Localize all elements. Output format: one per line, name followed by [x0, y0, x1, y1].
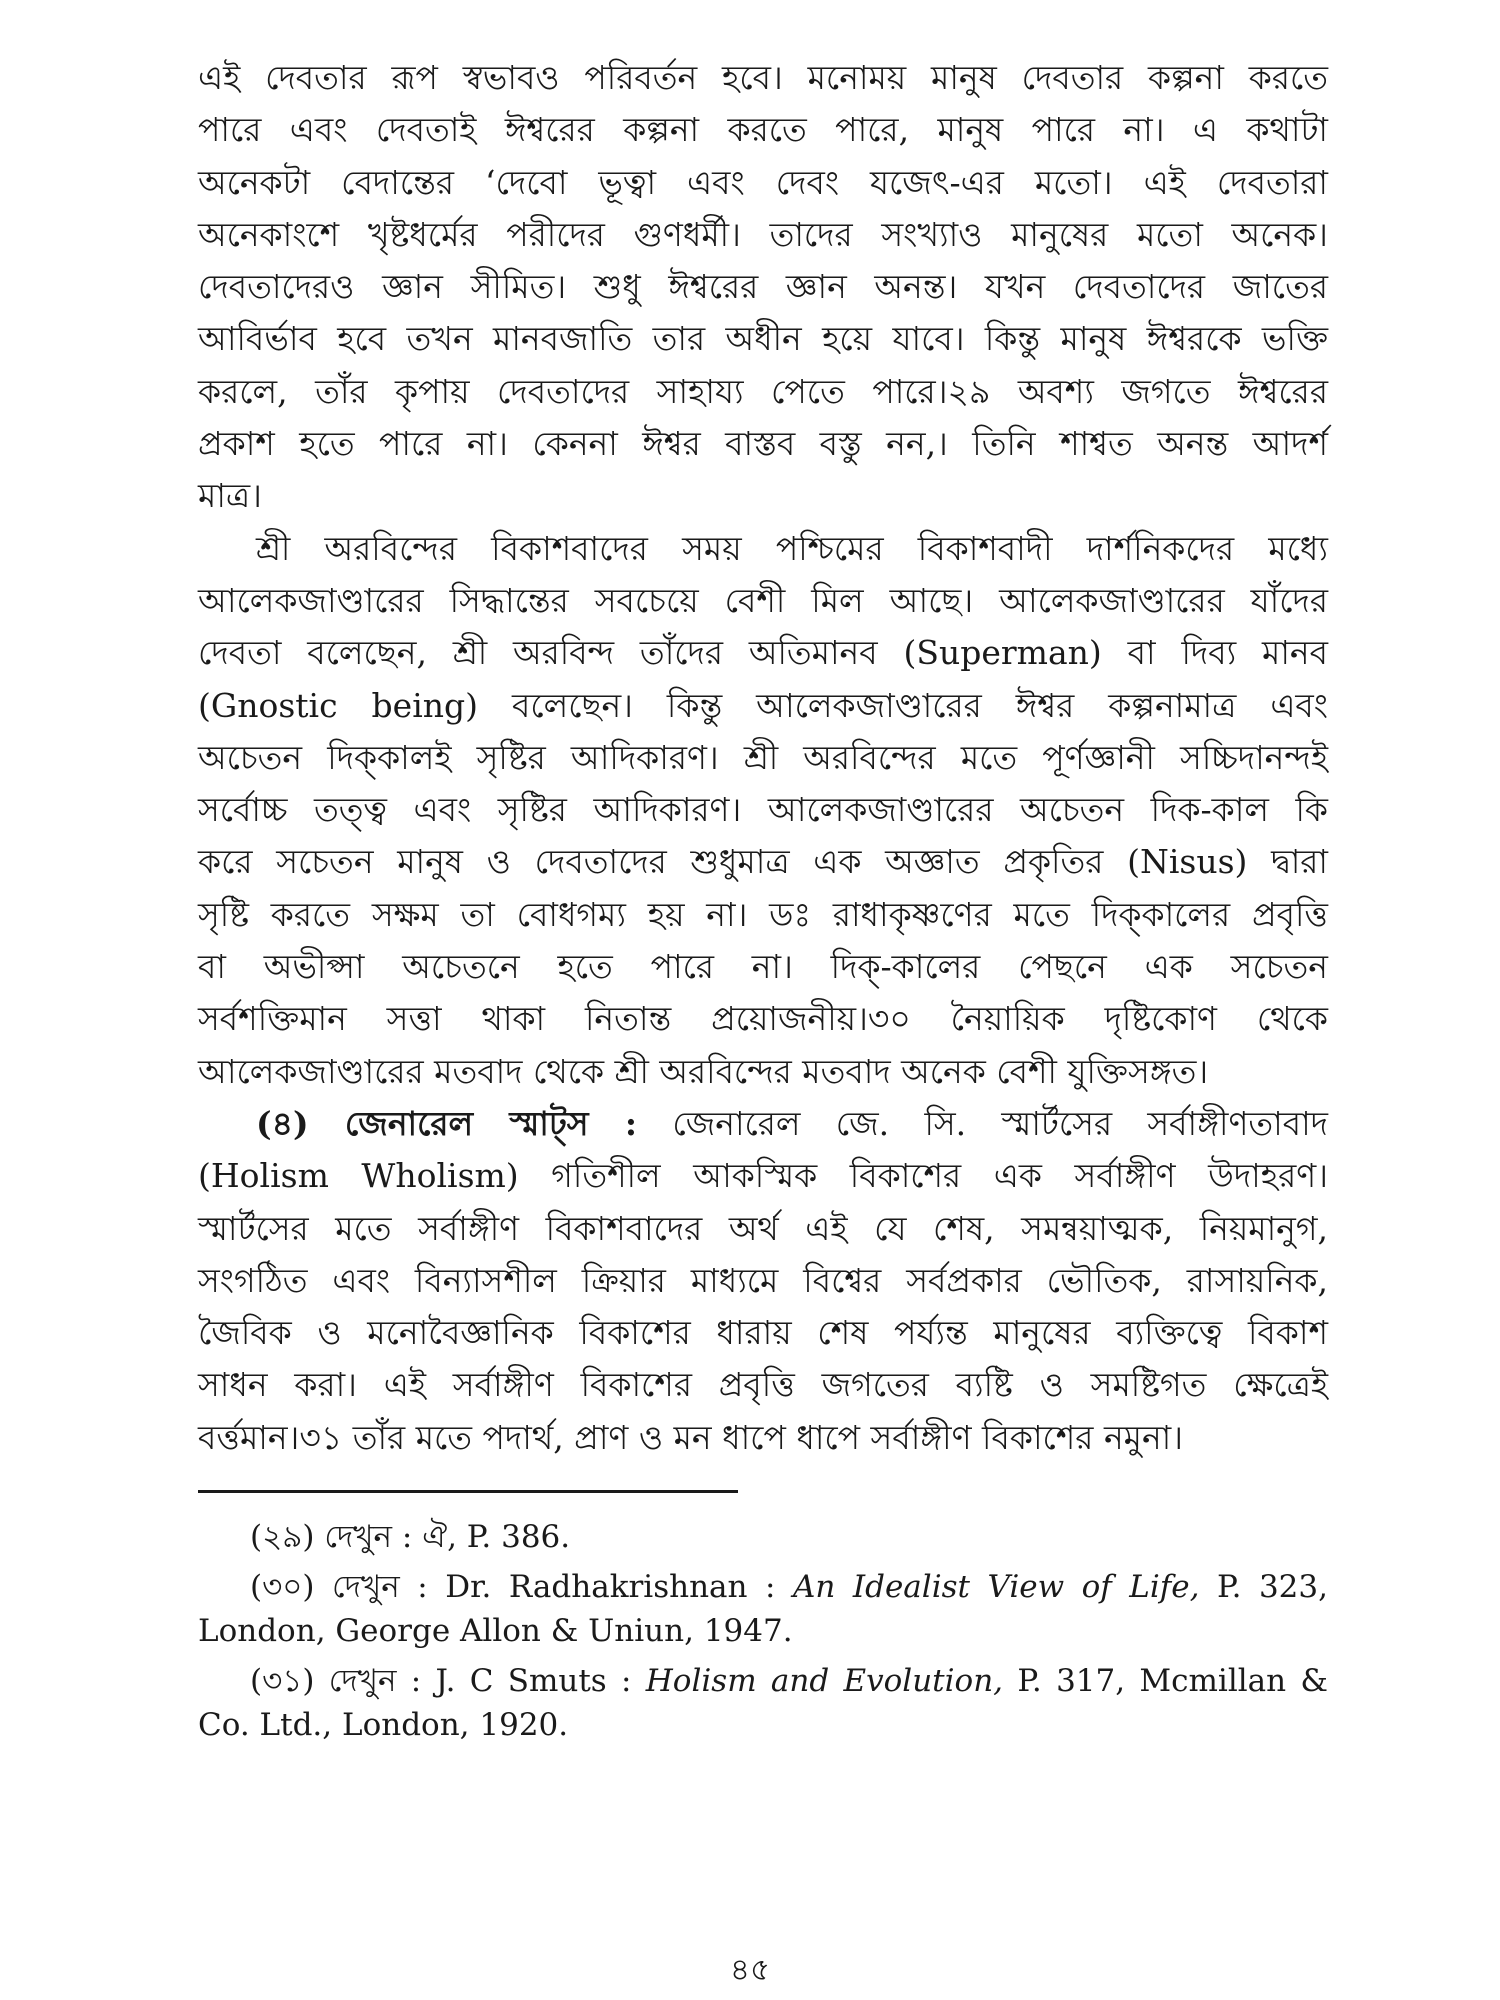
footnote-31-continuation: Co. Ltd., London, 1920. [198, 1707, 569, 1744]
text-line: পারে এবং দেবতাই ঈশ্বরের কল্পনা করতে পারে, মানুষ পারে না। এ কথাটা [198, 110, 1328, 150]
footnote-text: (৩১) দেখুন : J. C Smuts : [250, 1663, 646, 1700]
text-line: স্মার্টসের মতে সর্বাঙ্গীণ বিকাশবাদের অর্থ এই যে শেষ, সমন্বয়াত্মক, নিয়মানুগ, [198, 1208, 1328, 1248]
document-page [198, 52, 1328, 1747]
text-line: প্রকাশ হতে পারে না। কেননা ঈশ্বর বাস্তব বস্তু নন,। তিনি শাশ্বত অনন্ত আদর্শ [198, 424, 1328, 464]
page-number: ৪৫ [729, 1952, 771, 1988]
book-title: An Idealist View of Life, [792, 1569, 1200, 1606]
paragraph-2 [198, 523, 1328, 1098]
footnote-text: (৩০) দেখুন : Dr. Radhakrishnan : [250, 1569, 793, 1606]
text-run: জেনারেল জে. সি. স্মার্টসের সর্বাঙ্গীণতাবাদ [637, 1103, 1328, 1143]
text-line: মাত্র। [198, 476, 262, 516]
book-title: Holism and Evolution, [645, 1663, 1004, 1700]
text-line: অচেতন দিক্‌কালই সৃষ্টির আদিকারণ। শ্রী অরবিন্দের মতে পূর্ণজ্ঞানী সচ্চিদানন্দই [198, 737, 1328, 777]
text-line: আবির্ভাব হবে তখন মানবজাতি তার অধীন হয়ে যাবে। কিন্তু মানুষ ঈশ্বরকে ভক্তি [198, 319, 1328, 359]
text-line: জৈবিক ও মনোবৈজ্ঞানিক বিকাশের ধারায় শেষ পর্য্যন্ত মানুষের ব্যক্তিত্বে বিকাশ [198, 1313, 1328, 1353]
footnote-divider [198, 1490, 738, 1493]
footnote-text: P. 323, [1199, 1569, 1328, 1606]
footnotes [198, 1515, 1328, 1747]
text-line: এই দেবতার রূপ স্বভাবও পরিবর্তন হবে। মনোময় মানুষ দেবতার কল্পনা করতে [198, 58, 1328, 97]
text-line: দেবতা বলেছেন, শ্রী অরবিন্দ তাঁদের অতিমানব (Superman) বা দিব্য মানব [198, 633, 1328, 673]
text-line: করলে, তাঁর কৃপায় দেবতাদের সাহায্য পেতে পারে।২৯ অবশ্য জগতে ঈশ্বরের [198, 371, 1328, 411]
text-line [198, 1098, 1328, 1150]
footnote-30-continuation: London, George Allon & Uniun, 1947. [198, 1613, 793, 1650]
text-line: বর্ত্তমান।৩১ তাঁর মতে পদার্থ, প্রাণ ও মন ধাপে ধাপে সর্বাঙ্গীণ বিকাশের নমুনা। [198, 1417, 1184, 1457]
text-line: অনেকটা বেদান্তের ‘দেবো ভূত্বা এবং দেবং যজেৎ-এর মতো। এই দেবতারা [198, 162, 1328, 202]
text-line: আলেকজাণ্ডারের সিদ্ধান্তের সবচেয়ে বেশী মিল আছে। আলেকজাণ্ডারের যাঁদের [198, 580, 1328, 620]
footnote-31 [198, 1659, 1328, 1703]
text-line: অনেকাংশে খৃষ্টধর্মের পরীদের গুণধর্মী। তাদের সংখ্যাও মানুষের মতো অনেক। [198, 214, 1328, 254]
text-line: শ্রী অরবিন্দের বিকাশবাদের সময় পশ্চিমের বিকাশবাদী দার্শনিকদের মধ্যে [256, 528, 1328, 568]
text-line: (Holism Wholism) গতিশীল আকস্মিক বিকাশের এক সর্বাঙ্গীণ উদাহরণ। [198, 1156, 1328, 1196]
text-line: বা অভীপ্সা অচেতনে হতে পারে না। দিক্‌-কালের পেছনে এক সচেতন [198, 947, 1328, 987]
text-line: সর্বশক্তিমান সত্তা থাকা নিতান্ত প্রয়োজনীয়।৩০ নৈয়ায়িক দৃষ্টিকোণ থেকে [198, 999, 1328, 1039]
text-line: সাধন করা। এই সর্বাঙ্গীণ বিকাশের প্রবৃত্তি জগতের ব্যষ্টি ও সমষ্টিগত ক্ষেত্রেই [198, 1365, 1328, 1405]
footnote-text: P. 317, Mcmillan & [1003, 1663, 1329, 1700]
text-line: সংগঠিত এবং বিন্যাসশীল ক্রিয়ার মাধ্যমে বিশ্বের সর্বপ্রকার ভৌতিক, রাসায়নিক, [198, 1260, 1328, 1300]
text-line: আলেকজাণ্ডারের মতবাদ থেকে শ্রী অরবিন্দের মতবাদ অনেক বেশী যুক্তিসঙ্গত। [198, 1051, 1209, 1091]
section-heading: (৪) জেনারেল স্মাট্‌স : [256, 1103, 638, 1143]
text-line: করে সচেতন মানুষ ও দেবতাদের শুধুমাত্র এক অজ্ঞাত প্রকৃতির (Nisus) দ্বারা [198, 842, 1328, 882]
paragraph-1 [198, 52, 1328, 523]
text-line: (Gnostic being) বলেছেন। কিন্তু আলেকজাণ্ডারের ঈশ্বর কল্পনামাত্র এবং [198, 685, 1328, 725]
paragraph-3 [198, 1098, 1328, 1464]
footnote-29: (২৯) দেখুন : ঐ, P. 386. [250, 1519, 571, 1556]
text-line: সর্বোচ্চ তত্ত্ব এবং সৃষ্টির আদিকারণ। আলেকজাণ্ডারের অচেতন দিক-কাল কি [198, 790, 1328, 830]
text-line: সৃষ্টি করতে সক্ষম তা বোধগম্য হয় না। ডঃ রাধাকৃষ্ণণের মতে দিক্‌কালের প্রবৃত্তি [198, 894, 1328, 934]
text-line: দেবতাদেরও জ্ঞান সীমিত। শুধু ঈশ্বরের জ্ঞান অনন্ত। যখন দেবতাদের জাতের [198, 267, 1328, 307]
footnote-30 [198, 1565, 1328, 1609]
